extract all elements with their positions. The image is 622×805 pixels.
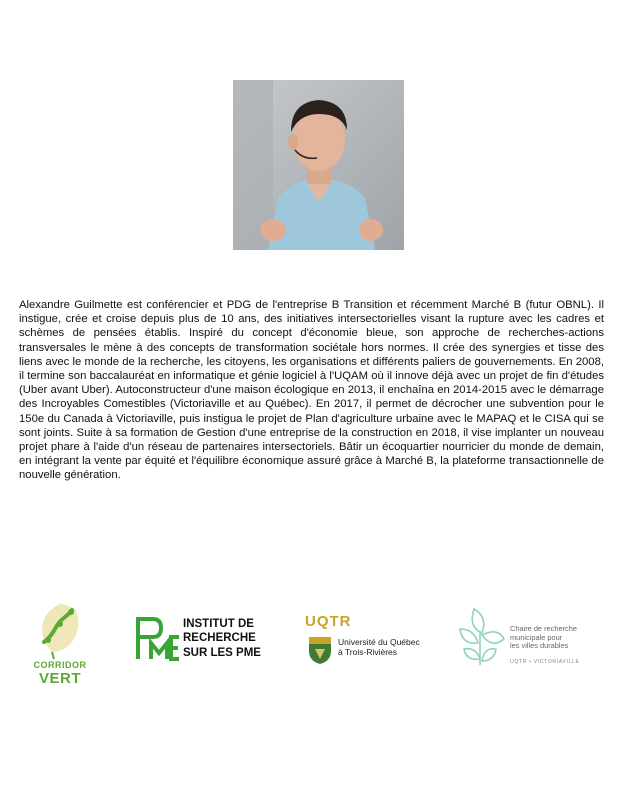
uqtr-logo [305,613,440,668]
corridor-vert-logo [30,602,90,688]
chaire-line3: les villes durables [510,641,569,651]
chaire-line1: Chaire de recherche [510,624,577,633]
pme-line1: INSTITUT DE [183,618,254,630]
corridor-line2: VERT [38,670,81,687]
chaire-tagline: UQTR • VICTORIAVILLE [510,659,580,665]
uqtr-wordmark: UQTR [305,613,352,630]
pme-line3: SUR LES PME [183,646,261,659]
portrait-illustration [233,80,404,250]
corridor-line1: CORRIDOR [33,660,87,670]
chaire-line2: municipale pour [510,632,563,642]
bio-paragraph: Alexandre Guilmette est conférencier et PDG de l'entreprise B Transition et récemment Marché B (futur OBNL). Il instigue, crée et croise depuis plus de 10 ans, des initiatives intersectorielles visant la rupture avec les cadres et schèmes de pensées établis. Inspiré du concept d'économie bleue, son approche de recherches-actions transversales le mène à des concepts de transformation sociétale hors normes. Il crée des synergies et tisse des liens avec le monde de la recherche, les citoyens, les organisations et différents paliers de gouvernements. En 2008, il termine son baccalauréat en informatique et génie logiciel à l'UQAM où il innove déjà avec un projet de fin d'études (Uber avant Uber). Autoconstructeur d'une maison écologique en 2013, il enchaîna en 2014-2015 avec le démarrage des Incroyables Comestibles (Victoriaville et au Québec). En 2017, il permet de décrocher une subvention pour le 150e du Canada à Victoriaville, puis instigua le projet de Plan d'agriculture urbaine avec le MAPAQ et le CISA qui se sont joints. Suite à sa formation de Gestion d'une entreprise de la construction en 2018, il vise implanter un nouveau projet phare à l'aide d'un réseau de partenaires intersectoriels. Bâtir un écoquartier nourricier du monde de demain, en intégrant la vente par équité et l'équilibre économique assuré grâce à Marché B, la plateforme transactionnelle de nouvelle génération. [19,299,604,482]
partner-logos [0,595,622,695]
corridor-leaf-icon [30,602,90,660]
pme-line2: RECHERCHE [183,632,256,645]
chaire-logo [452,603,592,673]
pme-mark-icon [135,613,181,663]
portrait-photo [233,80,404,250]
uqtr-crest-icon [307,635,333,665]
inrpme-logo [135,613,275,665]
chaire-leaves-icon [452,603,508,667]
uqtr-sub1: Université du Québec [338,637,420,647]
uqtr-sub2: à Trois-Rivières [338,647,398,657]
